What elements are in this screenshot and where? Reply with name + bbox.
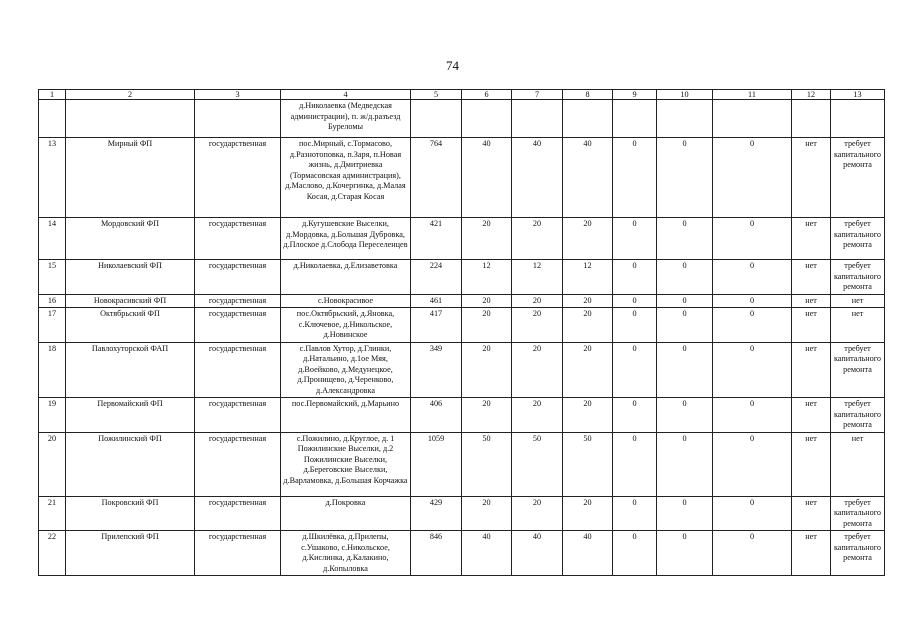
value-col-10: 0 [657,294,713,308]
column-number-1: 1 [39,90,66,100]
table-row [39,218,885,260]
value-col-11: 0 [713,496,792,531]
table-row [39,342,885,398]
table-row [39,100,885,138]
value-col-9: 0 [613,342,657,398]
served-settlements: пос.Первомайский, д.Марьино [281,398,411,433]
value-col-6: 20 [462,294,512,308]
population: 846 [411,531,462,576]
column-number-3: 3 [195,90,281,100]
building-condition: требует капитального ремонта [831,531,885,576]
value-col-10: 0 [657,308,713,343]
ownership-type: государственная [195,531,281,576]
ownership-type: государственная [195,218,281,260]
column-number-11: 11 [713,90,792,100]
value-col-6: 20 [462,496,512,531]
row-number: 13 [39,138,66,218]
served-settlements: с.Пожилино, д.Круглое, д. 1 Пожилинские Выселки, д.2 Пожилинские Выселки, д.Береговские Выселки, д.Варламовка, д.Большая Корчажка [281,432,411,496]
row-number: 19 [39,398,66,433]
population: 406 [411,398,462,433]
value-col-9: 0 [613,138,657,218]
value-col-10: 0 [657,398,713,433]
building-condition: нет [831,432,885,496]
value-col-9: 0 [613,218,657,260]
column-number-4: 4 [281,90,411,100]
value-col-7: 20 [512,398,563,433]
value-col-8: 20 [563,398,613,433]
value-col-7: 12 [512,260,563,295]
building-condition: требует капитального ремонта [831,398,885,433]
value-col-11: 0 [713,342,792,398]
building-condition: нет [831,294,885,308]
value-col-10: 0 [657,531,713,576]
building-condition: нет [831,308,885,343]
value-col-12: нет [792,218,831,260]
value-col-8: 40 [563,138,613,218]
building-condition: требует капитального ремонта [831,218,885,260]
column-number-12: 12 [792,90,831,100]
population: 764 [411,138,462,218]
facility-name: Павлохуторской ФАП [66,342,195,398]
row-number [39,100,66,138]
population: 224 [411,260,462,295]
value-col-12: нет [792,294,831,308]
ownership-type: государственная [195,138,281,218]
table-row [39,138,885,218]
column-number-5: 5 [411,90,462,100]
facility-name: Покровский ФП [66,496,195,531]
served-settlements: пос.Мирный, с.Тормасово, д.Разнотоповка, п.Заря, п.Новая жизнь, д.Дмитриевка (Тормасовская администрация), д.Маслово, д.Кочергинка, д.Малая Косая, д.Старая Косая [281,138,411,218]
value-col-8: 40 [563,531,613,576]
value-col-11: 0 [713,138,792,218]
value-col-8: 20 [563,218,613,260]
table-row [39,308,885,343]
served-settlements: с.Павлов Хутор, д.Глинки, д.Натальино, д.1ое Мяя, д.Воейково, д.Медунецкое, д.Пронищево, д.Черенково, д.Александровка [281,342,411,398]
served-settlements: д.Покровка [281,496,411,531]
value-col-8: 20 [563,342,613,398]
value-col-11: 0 [713,531,792,576]
value-col-6 [462,100,512,138]
value-col-8: 20 [563,308,613,343]
table-row [39,398,885,433]
table-row [39,531,885,576]
building-condition: требует капитального ремонта [831,138,885,218]
page-number: 74 [446,58,459,73]
value-col-6: 40 [462,531,512,576]
population: 421 [411,218,462,260]
row-number: 20 [39,432,66,496]
row-number: 17 [39,308,66,343]
value-col-12 [792,100,831,138]
value-col-10: 0 [657,138,713,218]
value-col-7: 20 [512,294,563,308]
value-col-9: 0 [613,294,657,308]
value-col-6: 20 [462,342,512,398]
ownership-type: государственная [195,308,281,343]
building-condition: требует капитального ремонта [831,342,885,398]
row-number: 15 [39,260,66,295]
row-number: 14 [39,218,66,260]
column-number-2: 2 [66,90,195,100]
column-number-10: 10 [657,90,713,100]
column-number-row [39,90,885,100]
facility-name: Николаевский ФП [66,260,195,295]
table-row [39,260,885,295]
served-settlements: д.Кугушевские Выселки, д.Мордовка, д.Большая Дубровка, д.Плоское д.Слобода Переселенцев [281,218,411,260]
column-number-8: 8 [563,90,613,100]
value-col-11: 0 [713,294,792,308]
value-col-8: 12 [563,260,613,295]
value-col-7: 20 [512,308,563,343]
value-col-6: 40 [462,138,512,218]
table-row [39,432,885,496]
value-col-7 [512,100,563,138]
building-condition: требует капитального ремонта [831,496,885,531]
served-settlements: пос.Октябрьский, д.Яновка, с.Ключевое, д.Никольское, д.Новинское [281,308,411,343]
column-number-9: 9 [613,90,657,100]
column-number-6: 6 [462,90,512,100]
value-col-11: 0 [713,432,792,496]
facility-name: Мирный ФП [66,138,195,218]
value-col-7: 20 [512,496,563,531]
value-col-6: 50 [462,432,512,496]
value-col-8: 20 [563,294,613,308]
facility-name: Первомайский ФП [66,398,195,433]
table-row [39,294,885,308]
value-col-8 [563,100,613,138]
value-col-10: 0 [657,218,713,260]
building-condition: требует капитального ремонта [831,260,885,295]
value-col-12: нет [792,138,831,218]
row-number: 18 [39,342,66,398]
value-col-9 [613,100,657,138]
value-col-11: 0 [713,398,792,433]
building-condition [831,100,885,138]
value-col-12: нет [792,308,831,343]
value-col-9: 0 [613,432,657,496]
value-col-9: 0 [613,531,657,576]
value-col-9: 0 [613,496,657,531]
ownership-type: государственная [195,496,281,531]
ownership-type: государственная [195,398,281,433]
served-settlements: с.Новокрасивое [281,294,411,308]
value-col-7: 40 [512,531,563,576]
value-col-7: 40 [512,138,563,218]
value-col-9: 0 [613,308,657,343]
population: 417 [411,308,462,343]
value-col-9: 0 [613,398,657,433]
registry-table [38,89,885,576]
column-number-13: 13 [831,90,885,100]
value-col-10: 0 [657,496,713,531]
value-col-12: нет [792,260,831,295]
ownership-type [195,100,281,138]
facility-name: Пожилинский ФП [66,432,195,496]
population: 461 [411,294,462,308]
facility-name: Октябрьский ФП [66,308,195,343]
value-col-12: нет [792,496,831,531]
value-col-10: 0 [657,432,713,496]
value-col-6: 12 [462,260,512,295]
column-number-7: 7 [512,90,563,100]
served-settlements: д.Шкилёвка, д.Прилепы, с.Ушаково, с.Никольское, д.Кислинка, д.Калакино, д.Копыловка [281,531,411,576]
population [411,100,462,138]
facility-name: Новокрасивский ФП [66,294,195,308]
value-col-7: 50 [512,432,563,496]
value-col-9: 0 [613,260,657,295]
row-number: 22 [39,531,66,576]
row-number: 16 [39,294,66,308]
served-settlements: д.Николаевка, д.Елизаветовка [281,260,411,295]
value-col-11 [713,100,792,138]
value-col-8: 50 [563,432,613,496]
served-settlements: д.Николаевка (Медведская администрации), п. ж/д.разъезд Буреломы [281,100,411,138]
value-col-12: нет [792,342,831,398]
population: 1059 [411,432,462,496]
ownership-type: государственная [195,432,281,496]
value-col-10 [657,100,713,138]
table-row [39,496,885,531]
row-number: 21 [39,496,66,531]
facility-name: Мордовский ФП [66,218,195,260]
ownership-type: государственная [195,342,281,398]
value-col-6: 20 [462,308,512,343]
facility-name [66,100,195,138]
value-col-12: нет [792,398,831,433]
value-col-6: 20 [462,218,512,260]
value-col-7: 20 [512,342,563,398]
value-col-11: 0 [713,218,792,260]
value-col-7: 20 [512,218,563,260]
population: 429 [411,496,462,531]
value-col-8: 20 [563,496,613,531]
value-col-10: 0 [657,342,713,398]
population: 349 [411,342,462,398]
value-col-11: 0 [713,260,792,295]
value-col-12: нет [792,432,831,496]
ownership-type: государственная [195,294,281,308]
value-col-10: 0 [657,260,713,295]
table-body [39,100,885,576]
value-col-11: 0 [713,308,792,343]
facility-name: Прилепский ФП [66,531,195,576]
ownership-type: государственная [195,260,281,295]
value-col-12: нет [792,531,831,576]
table-header [39,90,885,100]
value-col-6: 20 [462,398,512,433]
